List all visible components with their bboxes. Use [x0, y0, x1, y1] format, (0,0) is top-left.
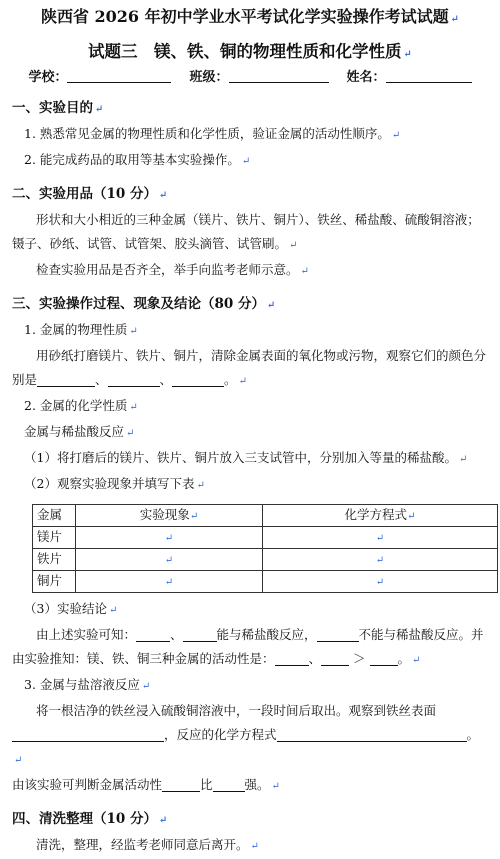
- section-1-heading: 一、实验目的 ↵: [12, 99, 104, 116]
- reacting-metal-blank-1[interactable]: [136, 627, 170, 642]
- part-1-title: 1. 金属的物理性质 ↵: [24, 321, 138, 337]
- student-info-line: [12, 68, 488, 88]
- weaker-metal-blank[interactable]: [213, 777, 245, 792]
- equation-cell[interactable]: ↵: [263, 526, 498, 548]
- table-header: 实验现象↵: [76, 504, 263, 526]
- section-3-heading: 三、实验操作过程、现象及结论（80 分） ↵: [12, 295, 276, 312]
- equation-cell[interactable]: ↵: [263, 570, 498, 592]
- equation-cell[interactable]: ↵: [263, 548, 498, 570]
- conclusion-text: 由上述实验可知： 、 能与稀盐酸反应， 不能与稀盐酸反应。并由实验推知：镁、铁、铜三种金属的活动性是： 、 ＞ 。 ↵: [12, 626, 484, 666]
- materials-paragraph: 形状和大小相近的三种金属（镁片、铁片、铜片）、铁丝、稀盐酸、硫酸铜溶液；镊子、砂纸、试管、试管架、胶头滴管、试管刷。 ↵: [12, 211, 480, 251]
- table-metal-cell: 铜片: [33, 570, 76, 592]
- cleanup-text: 清洗，整理，经监考老师同意后离开。 ↵: [36, 836, 259, 852]
- nonreacting-metal-blank[interactable]: [317, 627, 359, 642]
- surface-blank[interactable]: [12, 727, 164, 742]
- section-4-heading: 四、清洗整理（10 分） ↵: [12, 810, 168, 827]
- check-paragraph: 检查实验用品是否齐全，举手向监考老师示意。 ↵: [36, 261, 309, 277]
- table-header: 化学方程式↵: [263, 504, 498, 526]
- table-metal-cell: 铁片: [33, 548, 76, 570]
- class-field[interactable]: 班级：: [189, 68, 328, 88]
- activity-blank-1[interactable]: [275, 651, 309, 666]
- part-2-subtitle: 金属与稀盐酸反应 ↵: [24, 423, 135, 439]
- part-3-title: 3. 金属与盐溶液反应 ↵: [24, 676, 151, 692]
- reacting-metal-blank-2[interactable]: [183, 627, 217, 642]
- activity-blank-2[interactable]: [321, 651, 349, 666]
- phenomenon-cell[interactable]: ↵: [76, 548, 263, 570]
- table-row: [33, 548, 498, 570]
- part-2-step-1: （1）将打磨后的镁片、铁片、铜片放入三支试管中，分别加入等量的稀盐酸。 ↵: [24, 449, 468, 465]
- equation-blank[interactable]: [277, 727, 467, 742]
- section-2-heading: 二、实验用品（10 分） ↵: [12, 185, 168, 202]
- activity-blank-3[interactable]: [370, 651, 398, 666]
- name-field[interactable]: 姓名：: [347, 68, 472, 88]
- color-blank-1[interactable]: [37, 372, 95, 387]
- stronger-metal-blank[interactable]: [162, 777, 200, 792]
- objective-item: 2. 能完成药品的取用等基本实验操作。 ↵: [24, 151, 251, 167]
- part-2-step-3: （3）实验结论 ↵: [24, 600, 118, 616]
- table-metal-cell: 镁片: [33, 526, 76, 548]
- table-header-row: [33, 504, 498, 526]
- school-field[interactable]: 学校：: [28, 68, 171, 88]
- table-row: [33, 526, 498, 548]
- part-3-conclusion: 由该实验可判断金属活动性 比 强。 ↵: [12, 776, 280, 792]
- table-header: 金属: [33, 504, 76, 526]
- objective-item: 1. 熟悉常见金属的物理性质和化学性质，验证金属的活动性顺序。 ↵: [24, 125, 401, 141]
- phenomenon-cell[interactable]: ↵: [76, 570, 263, 592]
- part-1-text: 用砂纸打磨镁片、铁片、铜片，清除金属表面的氧化物或污物，观察它们的颜色分别是 、 、 。 ↵: [12, 347, 487, 387]
- color-blank-3[interactable]: [172, 372, 224, 387]
- table-row: [33, 570, 498, 592]
- observation-table: [32, 504, 498, 593]
- exam-subtitle: 试题三 镁、铁、铜的物理性质和化学性质 ↵: [88, 42, 412, 61]
- part-3-text: 将一根洁净的铁丝浸入硫酸铜溶液中，一段时间后取出。观察到铁丝表面，反应的化学方程式 。↵: [14, 702, 480, 766]
- color-blank-2[interactable]: [108, 372, 160, 387]
- phenomenon-cell[interactable]: ↵: [76, 526, 263, 548]
- exam-title: 陕西省 2026 年初中学业水平考试化学实验操作考试试题 ↵: [40, 7, 460, 26]
- part-2-step-2: （2）观察实验现象并填写下表 ↵: [24, 475, 205, 491]
- part-2-title: 2. 金属的化学性质 ↵: [24, 397, 138, 413]
